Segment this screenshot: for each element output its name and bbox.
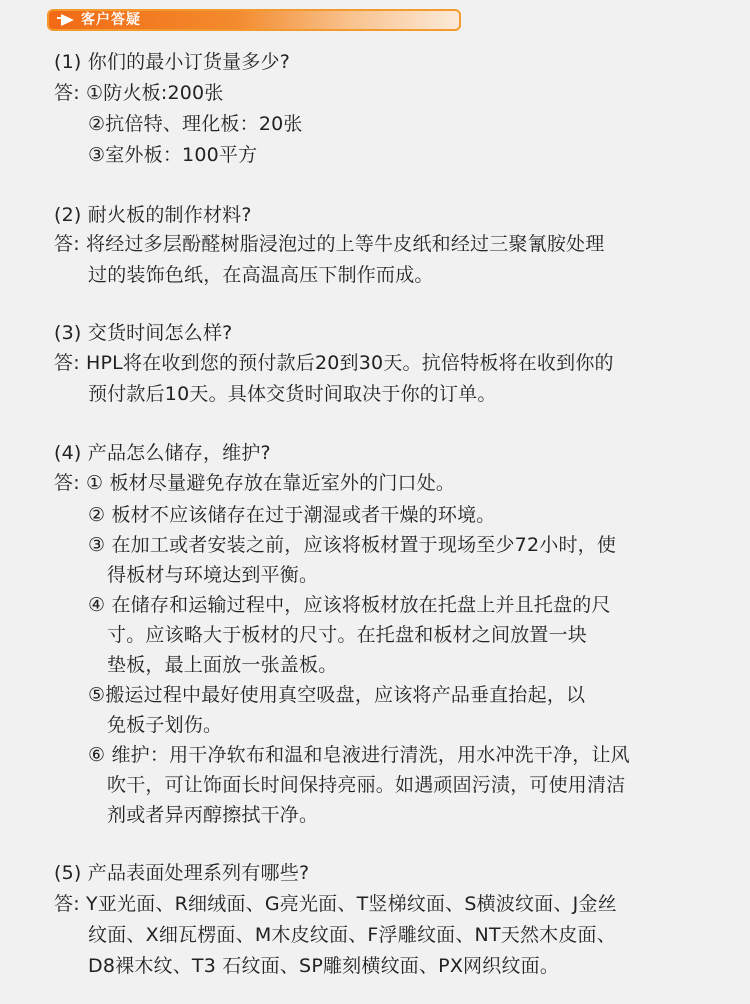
answer-5-line-1: 答: Y亚光面、R细绒面、G亮光面、T竖梯纹面、S横波纹面、J金丝 (54, 893, 617, 915)
answer-1-line-1: 答: ①防火板:200张 (54, 82, 224, 104)
answer-2-line-2: 过的装饰色纸，在高温高压下制作而成。 (88, 264, 434, 286)
answer-4-line-5: ④ 在储存和运输过程中，应该将板材放在托盘上并且托盘的尺 (88, 594, 611, 616)
answer-1-line-3: ③室外板：100平方 (88, 144, 258, 166)
section-header (47, 9, 461, 31)
answer-4-line-1: 答: ① 板材尽量避免存放在靠近室外的门口处。 (54, 472, 456, 494)
answer-4-line-9: 免板子划伤。 (107, 714, 223, 736)
answer-4-line-6: 寸。应该略大于板材的尺寸。在托盘和板材之间放置一块 (107, 624, 588, 646)
question-1: (1) 你们的最小订货量多少? (54, 51, 291, 73)
section-title: 客户答疑 (81, 12, 141, 28)
answer-4-line-10: ⑥ 维护：用干净软布和温和皂液进行清洗，用水冲洗干净，让风 (88, 744, 630, 766)
answer-4-line-4: 得板材与环境达到平衡。 (107, 564, 319, 586)
question-5: (5) 产品表面处理系列有哪些? (54, 862, 310, 884)
answer-4-line-12: 剂或者异丙醇擦拭干净。 (107, 804, 319, 826)
question-2: (2) 耐火板的制作材料? (54, 204, 252, 226)
arrow-right-icon (61, 14, 74, 26)
answer-4-line-7: 垫板，最上面放一张盖板。 (107, 654, 338, 676)
answer-3-line-1: 答: HPL将在收到您的预付款后20到30天。抗倍特板将在收到你的 (54, 352, 614, 374)
answer-5-line-2: 纹面、X细瓦楞面、M木皮纹面、F浮雕纹面、NT天然木皮面、 (88, 924, 616, 946)
question-3: (3) 交货时间怎么样? (54, 322, 233, 344)
answer-1-line-2: ②抗倍特、理化板：20张 (88, 113, 303, 135)
answer-4-line-8: ⑤搬运过程中最好使用真空吸盘，应该将产品垂直抬起，以 (88, 684, 586, 706)
answer-2-line-1: 答: 将经过多层酚醛树脂浸泡过的上等牛皮纸和经过三聚氰胺处理 (54, 233, 605, 255)
answer-4-line-2: ② 板材不应该储存在过于潮湿或者干燥的环境。 (88, 504, 496, 526)
answer-5-line-3: D8裸木纹、T3 石纹面、SP雕刻横纹面、PX网织纹面。 (88, 955, 560, 977)
answer-3-line-2: 预付款后10天。具体交货时间取决于你的订单。 (88, 383, 497, 405)
answer-4-line-11: 吹干，可让饰面长时间保持亮丽。如遇顽固污渍，可使用清洁 (107, 774, 626, 796)
answer-4-line-3: ③ 在加工或者安装之前，应该将板材置于现场至少72小时，使 (88, 534, 617, 556)
question-4: (4) 产品怎么储存，维护? (54, 442, 271, 464)
